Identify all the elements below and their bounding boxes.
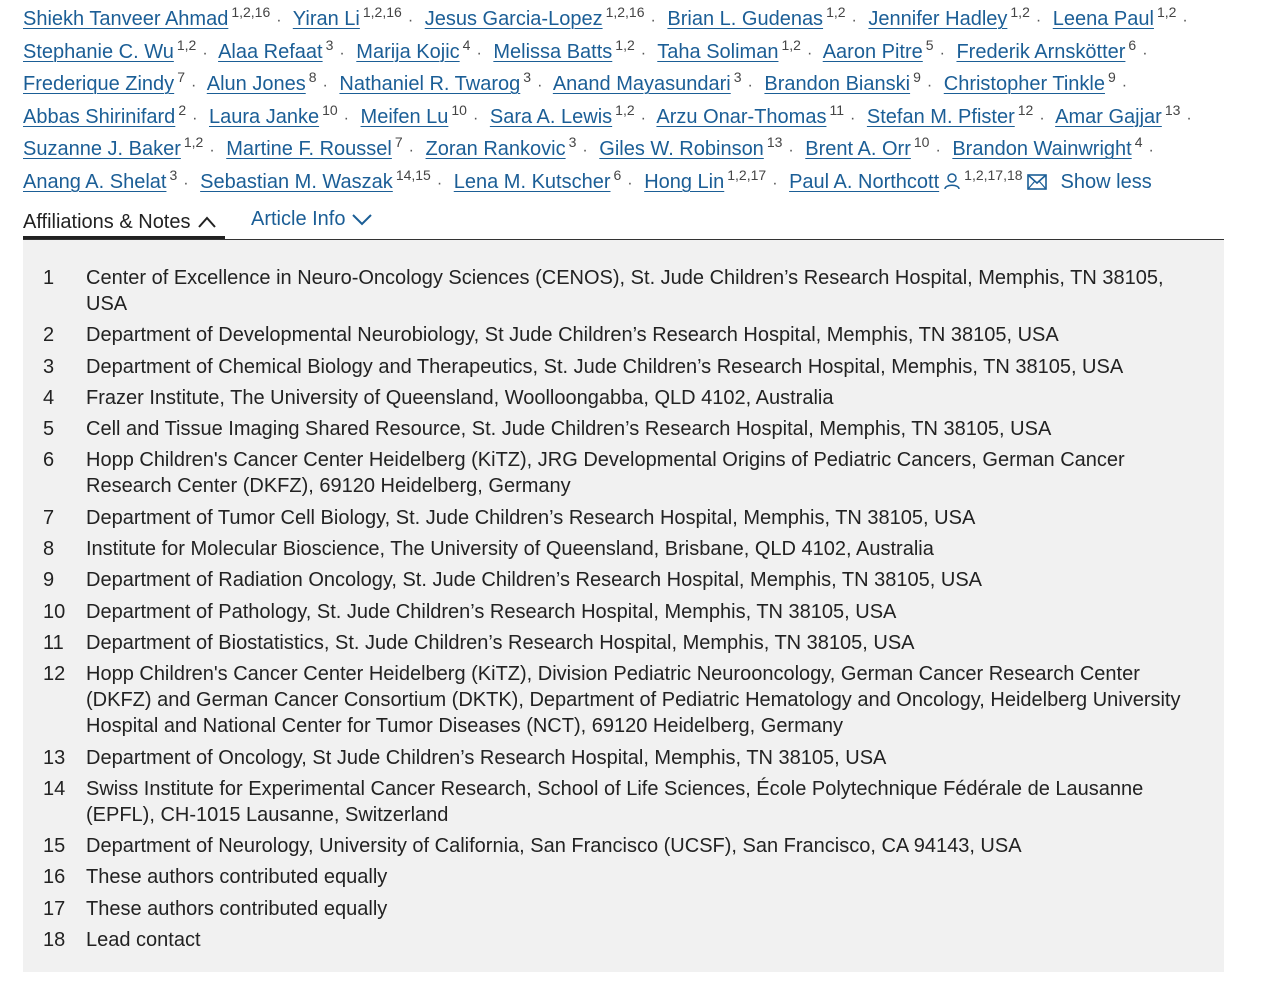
author-entry bbox=[218, 36, 334, 63]
author-affiliation-refs: 10 bbox=[913, 134, 930, 151]
author-name-link[interactable]: Meifen Lu bbox=[360, 105, 449, 128]
affiliation-number: 9 bbox=[43, 569, 55, 592]
author-affiliation-refs: 3 bbox=[325, 36, 334, 53]
author-affiliation-refs: 14,15 bbox=[395, 166, 431, 183]
author-separator: · bbox=[747, 77, 753, 95]
affiliation-number: 10 bbox=[43, 600, 66, 623]
affiliation-number: 8 bbox=[43, 538, 55, 561]
author-separator: · bbox=[806, 44, 813, 62]
author-affiliation-refs: 1,2 bbox=[615, 101, 635, 118]
author-name-link[interactable]: Lena M. Kutscher bbox=[453, 170, 611, 193]
affiliation-item bbox=[23, 567, 1224, 593]
affiliation-number: 14 bbox=[43, 777, 66, 800]
author-affiliation-refs: 3 bbox=[523, 69, 532, 86]
affiliation-item bbox=[23, 265, 1224, 317]
author-name-link[interactable]: Shiekh Tanveer Ahmad bbox=[23, 8, 229, 30]
author-entry bbox=[23, 4, 271, 30]
affiliation-text: Frazer Institute, The University of Queensland, Woolloongabba, QLD 4102, Australia bbox=[86, 386, 834, 409]
author-name-link[interactable]: Zoran Rankovic bbox=[425, 138, 566, 161]
affiliations-panel bbox=[23, 240, 1224, 972]
author-entry bbox=[657, 36, 801, 63]
author-entry bbox=[1055, 101, 1181, 128]
author-separator: · bbox=[650, 12, 656, 29]
author-separator: · bbox=[183, 174, 189, 192]
author-entry bbox=[764, 69, 921, 96]
author-affiliation-refs: 5 bbox=[925, 36, 934, 53]
author-entry bbox=[226, 134, 403, 161]
author-separator: · bbox=[772, 174, 778, 192]
author-name-link[interactable]: Christopher Tinkle bbox=[943, 73, 1105, 96]
author-entry bbox=[23, 36, 197, 63]
email-icon bbox=[1027, 174, 1047, 190]
affiliation-item bbox=[23, 927, 1224, 953]
author-affiliation-refs: 1,2,17,18 bbox=[964, 166, 1023, 183]
author-separator: · bbox=[582, 142, 588, 160]
author-entry bbox=[866, 101, 1034, 128]
affiliation-text: Department of Neurology, University of California, San Francisco (UCSF), San Francisco, CA 94143, USA bbox=[86, 835, 1022, 858]
author-name-link[interactable]: Frederik Arnskötter bbox=[956, 40, 1126, 63]
author-affiliation-refs: 7 bbox=[394, 134, 403, 151]
tab-article-info-label: Article Info bbox=[251, 208, 346, 230]
affiliation-number: 4 bbox=[43, 386, 55, 409]
affiliation-number: 5 bbox=[43, 418, 55, 441]
author-affiliation-refs: 11 bbox=[829, 101, 845, 118]
author-separator: · bbox=[1142, 44, 1148, 62]
author-name-link[interactable]: Suzanne J. Baker bbox=[23, 138, 181, 161]
author-separator: · bbox=[472, 109, 479, 127]
author-separator: · bbox=[209, 142, 215, 160]
affiliation-item bbox=[23, 661, 1224, 739]
tab-bar bbox=[23, 205, 1224, 240]
chevron-down-icon bbox=[351, 213, 373, 227]
author-name-link[interactable]: Marija Kojic bbox=[356, 40, 460, 63]
author-entry bbox=[292, 4, 402, 30]
chevron-up-icon bbox=[197, 215, 217, 229]
affiliation-number: 15 bbox=[43, 835, 66, 858]
affiliation-text: Department of Oncology, St Jude Children’s Research Hospital, Memphis, TN 38105, USA bbox=[86, 746, 887, 769]
email-link[interactable] bbox=[1027, 174, 1047, 190]
author-separator: · bbox=[939, 44, 945, 62]
author-separator: · bbox=[322, 77, 328, 95]
author-entry bbox=[339, 69, 532, 96]
author-affiliation-refs: 1,2 bbox=[781, 36, 801, 53]
author-name-link[interactable]: Sebastian M. Waszak bbox=[200, 170, 393, 193]
author-separator: · bbox=[788, 142, 794, 160]
author-entry bbox=[493, 36, 635, 63]
author-affiliation-refs: 4 bbox=[1134, 134, 1143, 151]
author-name-link[interactable]: Nathaniel R. Twarog bbox=[339, 73, 521, 96]
affiliation-text: Department of Tumor Cell Biology, St. Jude Children’s Research Hospital, Memphis, TN 38105, USA bbox=[86, 506, 976, 529]
affiliation-item bbox=[23, 322, 1224, 348]
author-name-link[interactable]: Martine F. Roussel bbox=[226, 138, 392, 161]
author-affiliation-refs: 1,2 bbox=[1010, 4, 1030, 20]
author-name-link[interactable]: Jennifer Hadley bbox=[868, 8, 1008, 30]
affiliation-number: 1 bbox=[43, 267, 55, 289]
author-separator: · bbox=[640, 44, 647, 62]
show-less-button[interactable]: Show less bbox=[1060, 170, 1152, 193]
author-entry bbox=[453, 166, 622, 193]
author-separator: · bbox=[1182, 12, 1188, 29]
affiliation-number: 2 bbox=[43, 324, 55, 347]
author-affiliation-refs: 13 bbox=[1164, 101, 1181, 118]
author-name-link[interactable]: Frederique Zindy bbox=[23, 73, 175, 96]
affiliation-number: 12 bbox=[43, 663, 66, 686]
author-affiliation-refs: 10 bbox=[451, 101, 467, 118]
author-entry bbox=[360, 101, 467, 128]
author-entry bbox=[868, 4, 1030, 30]
author-entry bbox=[952, 134, 1143, 161]
affiliation-item bbox=[23, 630, 1224, 656]
affiliation-number: 11 bbox=[43, 631, 64, 654]
author-affiliation-refs: 9 bbox=[913, 69, 921, 86]
affiliation-text: Department of Developmental Neurobiology, St Jude Children’s Research Hospital, Memphis, TN 38105, USA bbox=[86, 324, 1059, 347]
author-entry bbox=[489, 101, 635, 128]
author-name-link[interactable]: Arzu Onar-Thomas bbox=[656, 105, 827, 128]
contact-icons bbox=[943, 172, 961, 190]
affiliation-text: Cell and Tissue Imaging Shared Resource, St. Jude Children’s Research Hospital, Memphis, TN 38105, USA bbox=[86, 418, 1052, 441]
tab-article-info[interactable] bbox=[251, 208, 373, 231]
author-affiliation-refs: 1,2 bbox=[1156, 4, 1177, 20]
affiliation-item bbox=[23, 745, 1224, 771]
author-name-link[interactable]: Brandon Wainwright bbox=[952, 138, 1132, 161]
affiliation-item bbox=[23, 536, 1224, 562]
author-affiliation-refs: 3 bbox=[568, 134, 577, 151]
author-entry bbox=[1052, 4, 1177, 30]
affiliation-item bbox=[23, 833, 1224, 859]
author-entry bbox=[822, 36, 934, 63]
affiliation-item bbox=[23, 505, 1224, 531]
affiliation-number: 18 bbox=[43, 929, 66, 952]
author-separator: · bbox=[850, 109, 856, 127]
author-separator: · bbox=[1039, 109, 1045, 127]
affiliation-item bbox=[23, 599, 1224, 625]
author-separator: · bbox=[202, 44, 208, 62]
tab-affiliations-label: Affiliations & Notes bbox=[23, 210, 191, 233]
author-separator: · bbox=[408, 142, 414, 160]
author-name-link[interactable]: Anang A. Shelat bbox=[23, 170, 167, 193]
author-entry bbox=[23, 166, 178, 193]
author-affiliation-refs: 1,2 bbox=[826, 4, 846, 20]
affiliation-text: Department of Biostatistics, St. Jude Children’s Research Hospital, Memphis, TN 38105, USA bbox=[86, 631, 915, 654]
affiliation-text: Center of Excellence in Neuro-Oncology Sciences (CENOS), St. Jude Children’s Research Hospital, Memphis, TN 38105, USA bbox=[86, 267, 1164, 315]
tab-affiliations-notes[interactable] bbox=[23, 208, 225, 239]
person-icon bbox=[943, 172, 961, 190]
affiliation-text: Lead contact bbox=[86, 929, 201, 952]
author-name-link[interactable]: Taha Soliman bbox=[657, 40, 779, 63]
author-entry bbox=[943, 69, 1116, 96]
author-affiliation-refs: 6 bbox=[613, 166, 622, 183]
author-entry bbox=[552, 69, 742, 96]
author-name-link[interactable]: Giles W. Robinson bbox=[599, 138, 764, 161]
author-affiliation-refs: 1,2 bbox=[615, 36, 635, 53]
author-entry bbox=[956, 36, 1137, 63]
author-name-link[interactable]: Jesus Garcia-Lopez bbox=[424, 8, 603, 30]
author-affiliation-refs: 9 bbox=[1107, 69, 1116, 86]
author-separator: · bbox=[343, 109, 349, 127]
author-affiliation-refs: 12 bbox=[1017, 101, 1034, 118]
author-affiliation-refs: 1,2,16 bbox=[605, 4, 645, 20]
author-affiliation-refs: 2 bbox=[178, 101, 187, 118]
author-entry bbox=[805, 134, 930, 161]
author-entry bbox=[667, 4, 846, 30]
affiliation-number: 13 bbox=[43, 746, 66, 769]
author-entry bbox=[599, 134, 783, 161]
author-entry bbox=[424, 4, 645, 30]
author-separator: · bbox=[1121, 77, 1128, 95]
author-separator: · bbox=[1186, 109, 1192, 127]
author-affiliation-refs: 1,2,16 bbox=[231, 4, 271, 20]
author-list bbox=[23, 4, 1233, 200]
affiliation-text: These authors contributed equally bbox=[86, 897, 388, 920]
author-affiliation-refs: 1,2,17 bbox=[727, 166, 767, 183]
affiliation-text: Hopp Children's Cancer Center Heidelberg (KiTZ), JRG Developmental Origins of Pediatric Cancers, German Cancer Research Center (DKFZ), 69120 Heidelberg, Germany bbox=[86, 449, 1125, 498]
author-name-link[interactable]: Yiran Li bbox=[292, 8, 360, 30]
author-name-link[interactable]: Sara A. Lewis bbox=[489, 105, 613, 128]
affiliation-item bbox=[23, 896, 1224, 922]
author-separator: · bbox=[851, 12, 857, 29]
affiliation-text: These authors contributed equally bbox=[86, 866, 388, 889]
author-name-link[interactable]: Leena Paul bbox=[1052, 8, 1154, 30]
author-separator: · bbox=[436, 174, 443, 192]
author-name-link[interactable]: Aaron Pitre bbox=[822, 40, 923, 63]
author-affiliation-refs: 1,2,16 bbox=[362, 4, 402, 20]
author-affiliation-refs: 4 bbox=[462, 36, 471, 53]
author-affiliation-refs: 7 bbox=[177, 69, 185, 86]
author-affiliation-refs: 10 bbox=[322, 101, 338, 118]
affiliation-text: Department of Pathology, St. Jude Children’s Research Hospital, Memphis, TN 38105, USA bbox=[86, 600, 897, 623]
author-separator: · bbox=[339, 44, 345, 62]
author-entry bbox=[23, 69, 185, 96]
author-name-link[interactable]: Brandon Bianski bbox=[764, 73, 911, 96]
author-name-link[interactable]: Laura Janke bbox=[209, 105, 320, 128]
author-name-link[interactable]: Hong Lin bbox=[644, 170, 725, 193]
affiliation-number: 6 bbox=[43, 449, 55, 472]
author-affiliation-refs: 3 bbox=[169, 166, 178, 183]
author-entry bbox=[656, 101, 845, 128]
author-separator: · bbox=[276, 12, 282, 29]
author-affiliation-refs: 6 bbox=[1128, 36, 1137, 53]
author-affiliation-refs: 3 bbox=[733, 69, 742, 86]
author-separator: · bbox=[627, 174, 633, 192]
author-name-link[interactable]: Amar Gajjar bbox=[1055, 105, 1162, 128]
author-entry bbox=[23, 134, 204, 161]
author-name-link[interactable]: Stefan M. Pfister bbox=[866, 105, 1015, 128]
author-name-link[interactable]: Anand Mayasundari bbox=[552, 73, 731, 96]
author-name-link[interactable]: Melissa Batts bbox=[493, 40, 613, 63]
author-entry bbox=[425, 134, 577, 161]
author-name-link[interactable]: Alaa Refaat bbox=[218, 40, 323, 63]
author-name-link[interactable]: Brian L. Gudenas bbox=[667, 8, 824, 30]
author-affiliation-refs: 13 bbox=[766, 134, 783, 151]
author-name-link[interactable]: Abbas Shirinifard bbox=[23, 105, 176, 128]
affiliation-item bbox=[23, 416, 1224, 442]
author-separator: · bbox=[476, 44, 482, 62]
affiliation-item bbox=[23, 776, 1224, 828]
author-affiliation-refs: 1,2 bbox=[176, 36, 197, 53]
author-separator: · bbox=[407, 12, 414, 29]
affiliation-number: 17 bbox=[43, 897, 66, 920]
affiliation-item bbox=[23, 354, 1224, 380]
author-separator: · bbox=[640, 109, 646, 127]
author-entry bbox=[206, 69, 317, 96]
author-entry bbox=[789, 166, 1046, 193]
author-affiliation-refs: 8 bbox=[308, 69, 317, 86]
affiliation-text: Department of Radiation Oncology, St. Jude Children’s Research Hospital, Memphis, TN 38105, USA bbox=[86, 569, 982, 592]
author-entry bbox=[644, 166, 767, 193]
author-name-link[interactable]: Alun Jones bbox=[206, 73, 306, 96]
author-separator: · bbox=[926, 77, 933, 95]
author-entry bbox=[23, 101, 187, 128]
affiliation-item bbox=[23, 447, 1224, 499]
author-separator: · bbox=[935, 142, 941, 160]
affiliation-text: Hopp Children's Cancer Center Heidelberg (KiTZ), Division Pediatric Neurooncology, German Cancer Research Center (DKFZ) and German Cancer Consortium (DKTK), Department of Pediatric Hematology and Oncology, Heidelberg University Hospital and National Center for Tumor Diseases (NCT), 69120 Heidelberg, Germany bbox=[86, 663, 1181, 738]
author-name-link[interactable]: Brent A. Orr bbox=[805, 138, 911, 161]
author-entry bbox=[200, 166, 431, 193]
affiliation-text: Swiss Institute for Experimental Cancer Research, School of Life Sciences, École Polytechnique Fédérale de Lausanne (EPFL), CH-1015 Lausanne, Switzerland bbox=[86, 777, 1144, 826]
affiliation-text: Institute for Molecular Bioscience, The University of Queensland, Brisbane, QLD 4102, Australia bbox=[86, 538, 934, 561]
affiliation-list bbox=[23, 265, 1224, 958]
author-entry bbox=[356, 36, 471, 63]
affiliation-text: Department of Chemical Biology and Therapeutics, St. Jude Children’s Research Hospital, Memphis, TN 38105, USA bbox=[86, 355, 1124, 378]
author-separator: · bbox=[190, 77, 197, 95]
author-affiliation-refs: 1,2 bbox=[183, 134, 204, 151]
author-name-link[interactable]: Paul A. Northcott bbox=[789, 170, 940, 193]
affiliation-number: 3 bbox=[43, 355, 55, 378]
author-separator: · bbox=[192, 109, 198, 127]
author-separator: · bbox=[1148, 142, 1154, 160]
author-separator: · bbox=[1035, 12, 1042, 29]
author-name-link[interactable]: Stephanie C. Wu bbox=[23, 40, 174, 63]
author-separator: · bbox=[537, 77, 543, 95]
affiliation-item bbox=[23, 385, 1224, 411]
affiliation-number: 16 bbox=[43, 866, 66, 889]
affiliation-number: 7 bbox=[43, 506, 55, 529]
affiliation-item bbox=[23, 864, 1224, 890]
author-entry bbox=[209, 101, 338, 128]
